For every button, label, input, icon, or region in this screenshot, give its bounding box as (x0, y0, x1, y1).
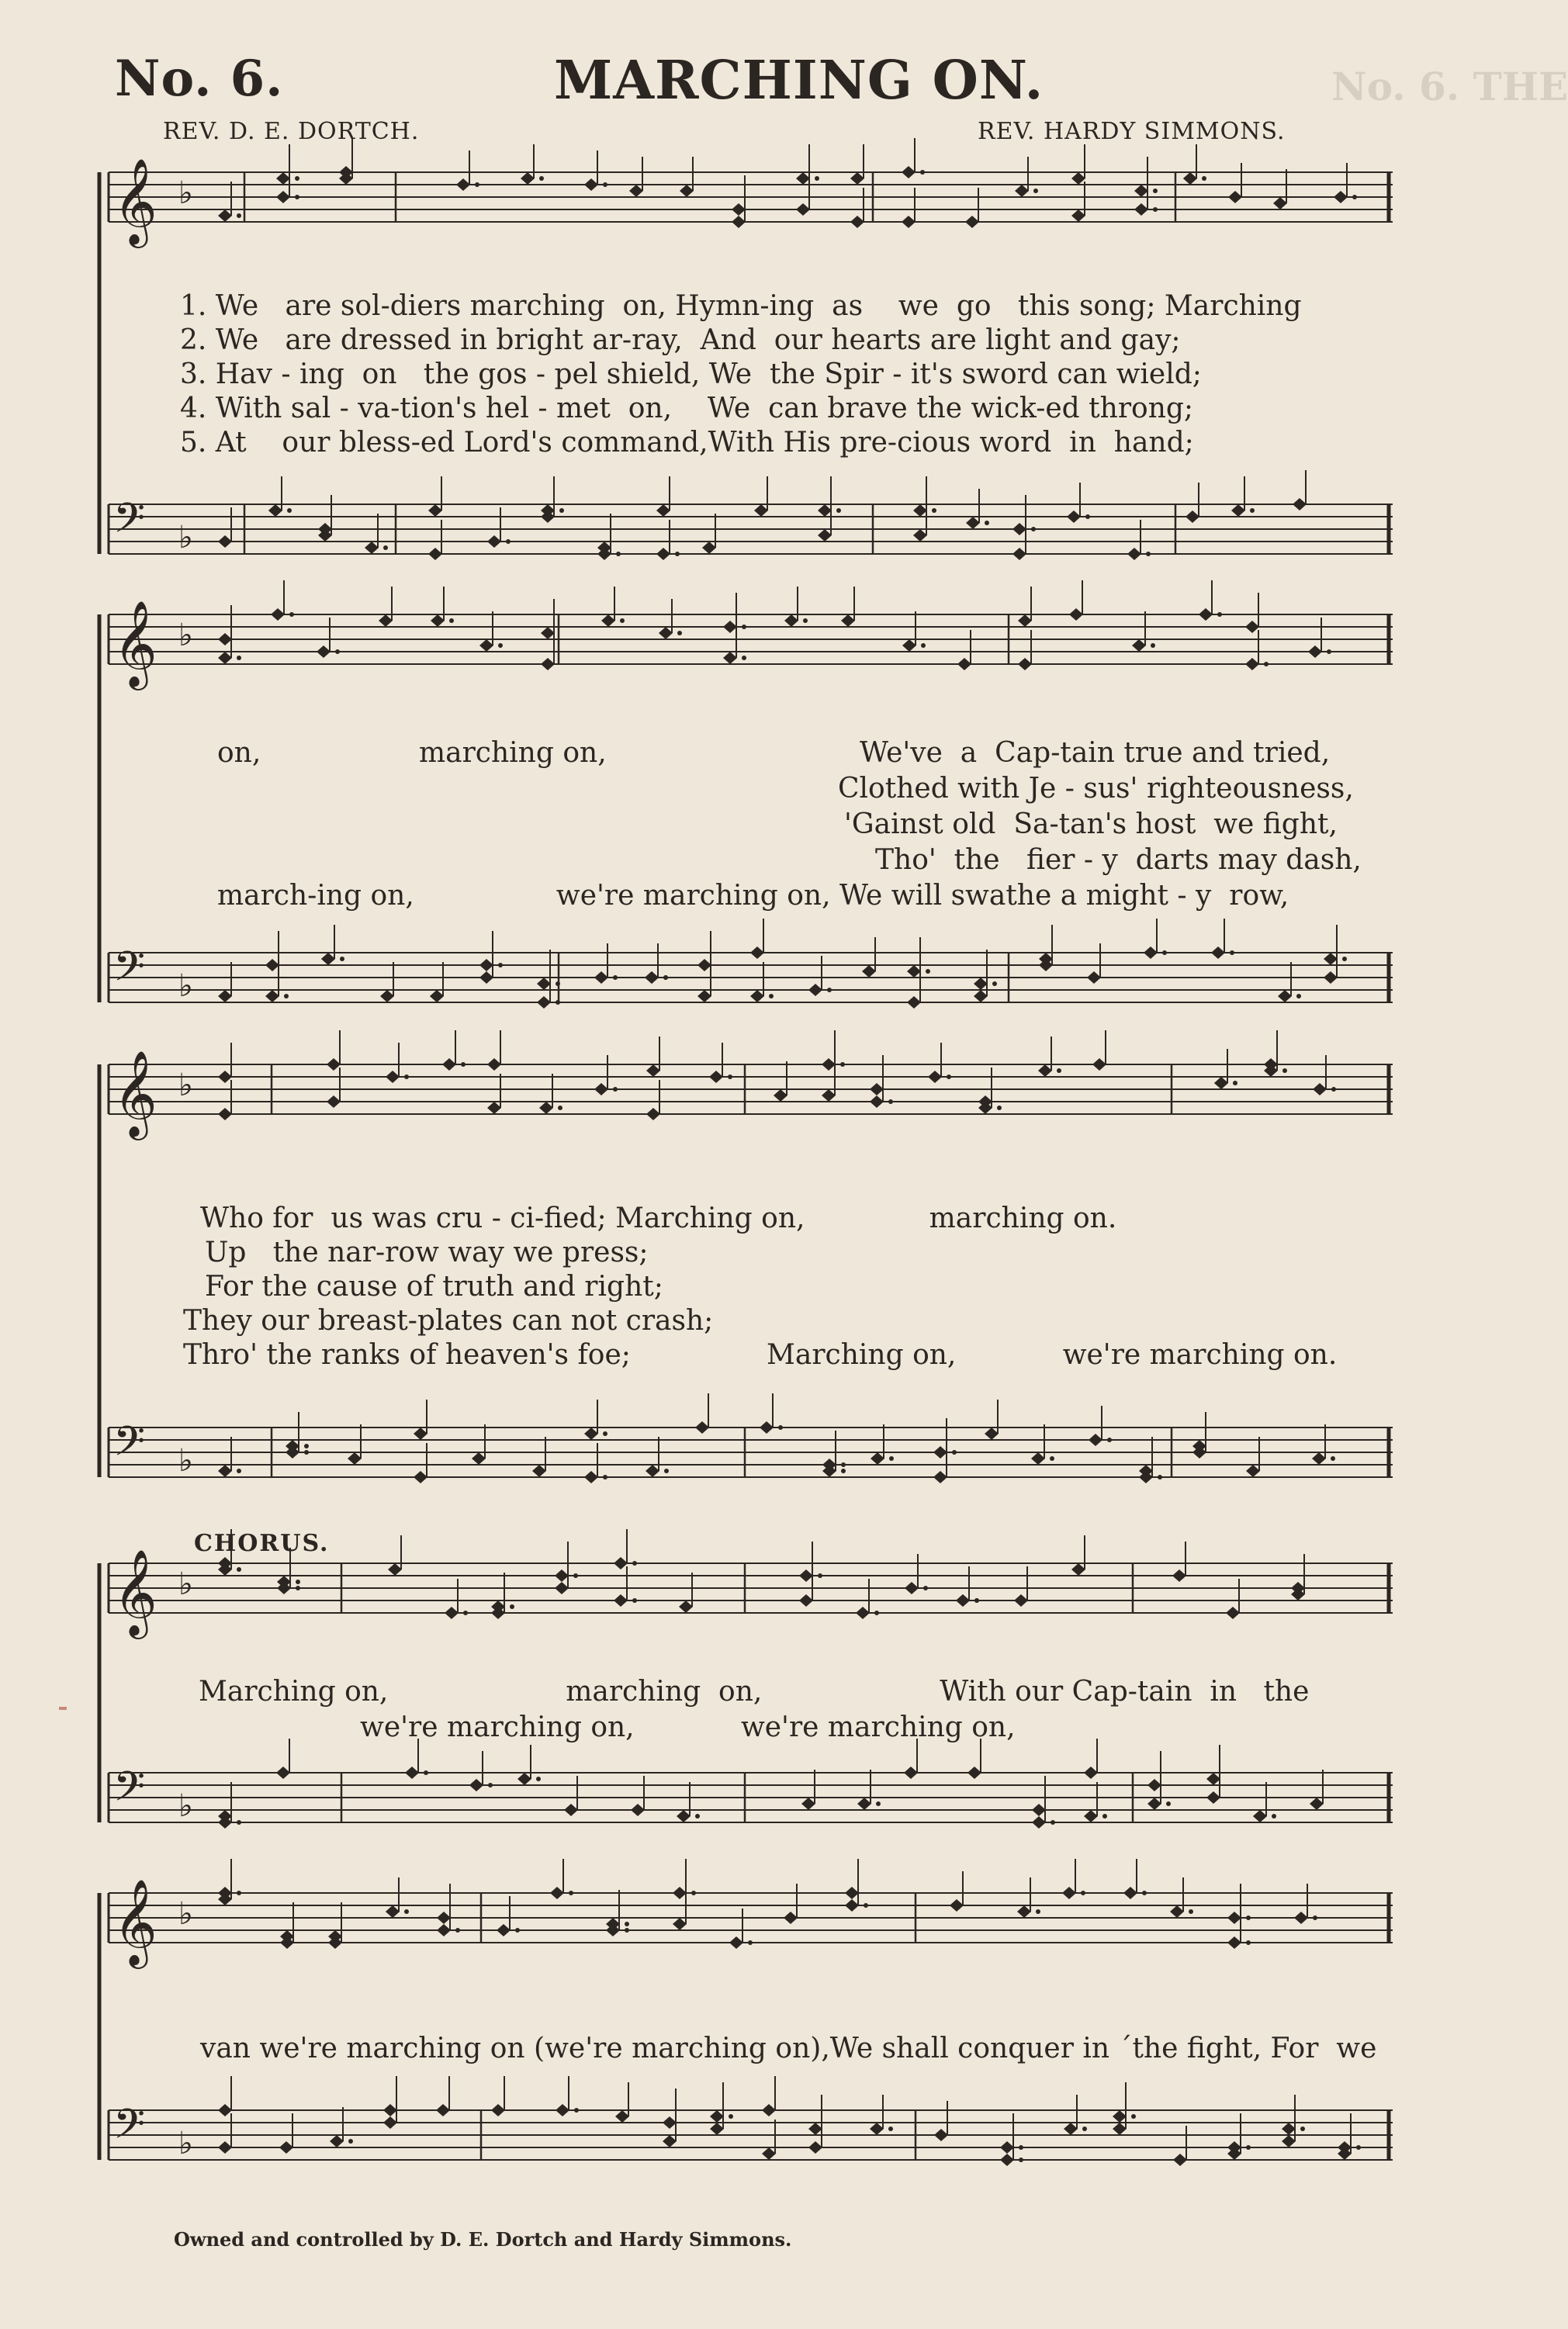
lyricist-credit: REV. D. E. DORTCH. (163, 118, 420, 145)
svg-text:𝄢: 𝄢 (113, 943, 146, 1001)
system3-line-2: Up the nar-row way we press; (205, 1237, 649, 1268)
svg-text:♭: ♭ (178, 1443, 193, 1479)
svg-text:♭: ♭ (178, 618, 193, 653)
system2-right-line-4: Tho' the fier - y darts may dash, (875, 844, 1362, 876)
system2-bass-line: march-ing on, we're marching on, We will swathe a might - y row, (217, 880, 1289, 912)
svg-text:♭: ♭ (178, 968, 193, 1004)
svg-text:𝄞: 𝄞 (113, 157, 157, 244)
svg-text:♭: ♭ (178, 175, 193, 211)
system2-lyric-marching-on: marching on, (419, 737, 607, 769)
svg-text:♭: ♭ (178, 1566, 193, 1602)
hymn-title: MARCHING ON. (554, 50, 1044, 112)
verse-line-3: 3. Hav - ing on the gos - pel shield, We the Spir - it's sword can wield; (180, 358, 1202, 390)
system3-bass-echo: Marching on, we're marching on. (767, 1339, 1338, 1371)
svg-text:♭: ♭ (178, 1788, 193, 1824)
svg-text:𝄞: 𝄞 (113, 1050, 157, 1137)
system3-line-1: Who for us was cru - ci-fied; Marching on, marching on. (200, 1203, 1117, 1234)
svg-text:𝄢: 𝄢 (113, 2101, 146, 2158)
svg-text:𝄢: 𝄢 (113, 1763, 146, 1821)
verse-line-1: 1. We are sol-diers marching on, Hymn-ing as we go this song; Marching (180, 290, 1302, 322)
svg-text:♭: ♭ (178, 1896, 193, 1932)
verse-line-4: 4. With sal - va-tion's hel - met on, We can brave the wick-ed throng; (180, 393, 1194, 424)
chorus-line-1: Marching on, marching on, With our Cap-tain in the (199, 1676, 1310, 1708)
system2-right-line-2: Clothed with Je - sus' righteousness, (838, 773, 1354, 805)
svg-text:♭: ♭ (178, 1068, 193, 1103)
copyright-footer: Owned and controlled by D. E. Dortch and Hardy Simmons. (174, 2228, 792, 2251)
system5-lyric-line: van we're marching on (we're marching on),We shall conquer in ´the fight, For we (200, 2033, 1377, 2064)
svg-text:𝄞: 𝄞 (113, 1549, 157, 1635)
bleed-through-text: No. 6. THE (1331, 64, 1568, 109)
system3-line-3: For the cause of truth and right; (205, 1271, 663, 1303)
system3-line-5: Thro' the ranks of heaven's foe; (183, 1339, 631, 1371)
hymn-number: No. 6. (115, 50, 284, 108)
svg-text:𝄞: 𝄞 (113, 1878, 157, 1965)
svg-text:𝄞: 𝄞 (113, 600, 157, 687)
svg-text:𝄢: 𝄢 (113, 495, 146, 552)
composer-credit: REV. HARDY SIMMONS. (978, 118, 1286, 145)
system2-right-line-1: We've a Cap-tain true and tried, (860, 737, 1331, 769)
verse-line-5: 5. At our bless-ed Lord's command,With His pre-cious word in hand; (180, 427, 1194, 459)
chorus-line-2: we're marching on, we're marching on, (360, 1711, 1016, 1743)
system2-lyric-on: on, (217, 737, 261, 769)
verse-line-2: 2. We are dressed in bright ar-ray, And our hearts are light and gay; (180, 324, 1181, 356)
system3-line-4: They our breast-plates can not crash; (183, 1305, 714, 1337)
margin-mark (59, 1707, 67, 1710)
chorus-label: CHORUS. (194, 1530, 330, 1557)
svg-text:♭: ♭ (178, 520, 193, 555)
system2-right-line-3: 'Gainst old Sa-tan's host we fight, (844, 808, 1338, 840)
svg-text:♭: ♭ (178, 2126, 193, 2161)
svg-text:𝄢: 𝄢 (113, 1418, 146, 1476)
